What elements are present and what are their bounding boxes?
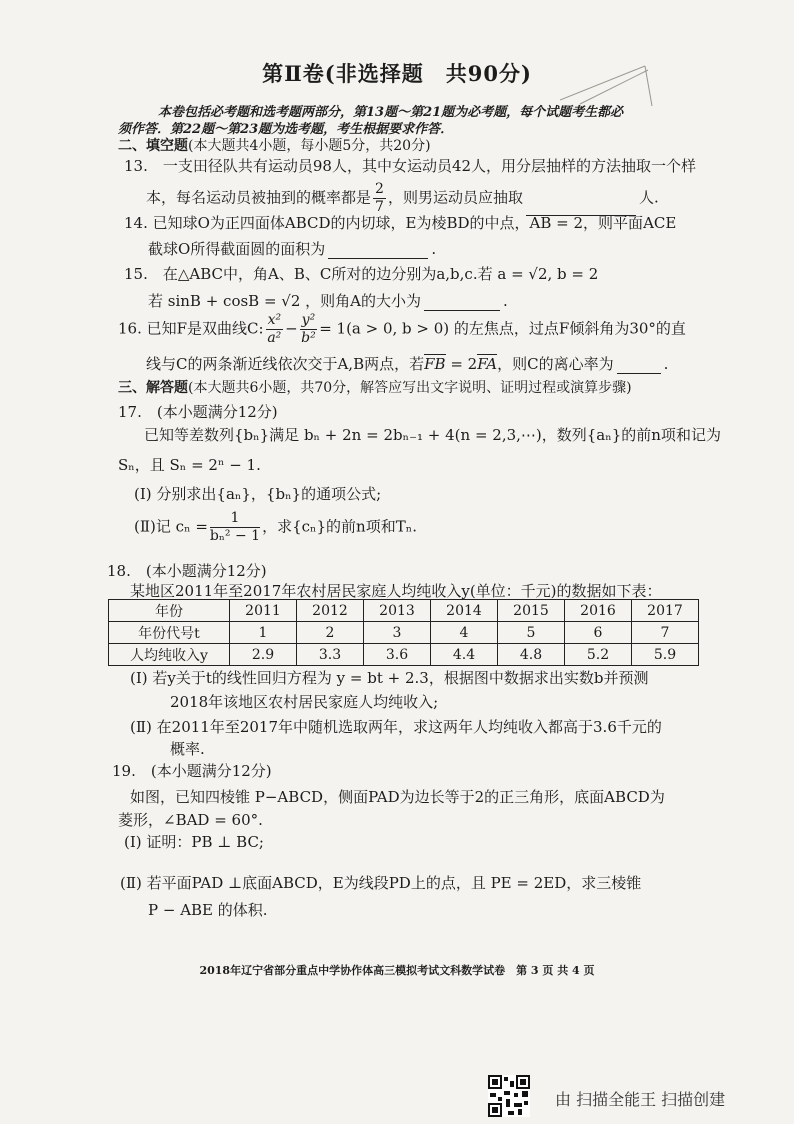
income-table [108,599,699,666]
q17-line-2: Sₙ，且 Sₙ = 2ⁿ − 1. [118,456,261,474]
intro-line-1: 本卷包括必考题和选考题两部分，第13题～第21题为必考题，每个试题考生都必 [158,105,624,120]
q17-head: 17. (本小题满分12分) [118,403,278,421]
q18-part-1-line-1: (Ⅰ) 若y关于t的线性回归方程为 y = bt + 2.3，根据图中数据求出实数b并预测 [130,669,649,687]
section-answer-header [118,377,632,397]
q13-line-1: 13. 一支田径队共有运动员98人，其中女运动员42人，用分层抽样的方法抽取一个样 [124,157,697,175]
scanner-watermark: 由 扫描全能王 扫描创建 [555,1090,726,1109]
q16-answer-blank[interactable] [617,373,661,374]
q18-line-1: 某地区2011年至2017年农村居民家庭人均纯收入y(单位：千元)的数据如下表： [130,582,662,600]
q15-answer-blank[interactable] [424,310,500,311]
section-fill-blank-header [118,135,431,155]
section2-label: 二、填空题 [118,138,188,154]
section2-desc: (本大题共4小题，每小题5分，共20分) [188,138,431,154]
q18-part-1-line-2: 2018年该地区农村居民家庭人均纯收入; [170,693,439,711]
q18-part-2-line-1: (Ⅱ) 在2011年至2017年中随机选取两年，求这两年人均纯收入都高于3.6千元的 [130,718,662,736]
q18-part-2-line-2: 概率. [170,740,205,758]
intro-line-2: 须作答．第22题～第23题为选考题，考生根据要求作答． [118,122,454,137]
q19-part-1: (Ⅰ) 证明：PB ⊥ BC; [124,833,264,851]
section-title: 第Ⅱ卷(非选择题 共90分) [262,61,532,86]
q17-line-1: 已知等差数列{bₙ}满足 bₙ + 2n = 2bₙ₋₁ + 4(n = 2,3,⋯)，数列{aₙ}的前n项和记为 [144,426,721,444]
section3-label: 三、解答题 [118,380,188,396]
q14-answer-blank[interactable] [328,258,428,259]
table-row-year-code: 年份代号t 1 2 3 4 5 6 7 [109,622,699,644]
q14-line-2: 截球O所得截面圆的面积为 . [148,240,437,258]
q16-line-1: 16. 已知F是双曲线C: $\frac{\text{x²}}{\text{a²}}$ − $\frac{\text{y²}}{\text{b²}}$ = 1(a > 0, b > 0) 的左焦点，过点F倾斜角为30°的直 [118,312,686,346]
q19-line-2: 菱形，∠BAD = 60°. [118,811,263,829]
q17-part-1: (Ⅰ) 分别求出{aₙ}，{bₙ}的通项公式; [134,485,382,503]
section3-desc: (本大题共6小题，共70分，解答应写出文字说明、证明过程或演算步骤) [188,380,632,396]
q13-line-2: 本，每名运动员被抽到的概率都是 $\frac{2}{7}$ ，则男运动员应抽取 人. [146,181,659,215]
qr-code-icon [488,1075,530,1117]
q15-line-2: 若 sinB + cosB = √2 ，则角A的大小为 . [148,292,508,310]
q19-part-2-line-2: P − ABE 的体积. [148,901,268,919]
q15-line-1: 15. 在△ABC中，角A、B、C所对的边分别为a,b,c.若 a = √2, b = 2 [124,265,599,283]
q17-part-2: (Ⅱ)记 cₙ = $\frac{1}{\text{bₙ² − 1}}$ ，求{cₙ}的前n项和Tₙ. [134,510,417,544]
q18-head: 18. (本小题满分12分) [107,562,267,580]
page-footer: 2018年辽宁省部分重点中学协作体高三模拟考试文科数学试卷 第 3 页 共 4 页 [199,964,595,977]
table-header-row: 年份 2011 2012 2013 2014 2015 2016 2017 [109,600,699,622]
q14-line-1: 14. 已知球O为正四面体ABCD的内切球，E为棱BD的中点，AB = 2，则平面ACE [124,214,677,232]
table-row-income: 人均纯收入y 2.9 3.3 3.6 4.4 4.8 5.2 5.9 [109,644,699,666]
q13-fraction: $\frac{2}{7}$ [375,181,384,215]
q16-line-2: 线与C的两条渐近线依次交于A,B两点，若FB = 2FA，则C的离心率为 . [146,355,669,373]
q19-line-1: 如图，已知四棱锥 P−ABCD，侧面PAD为边长等于2的正三角形，底面ABCD为 [130,788,665,806]
q17-fraction: $\frac{1}{\text{bₙ² − 1}}$ [209,510,261,544]
q19-part-2-line-1: (Ⅱ) 若平面PAD ⊥底面ABCD，E为线段PD上的点，且 PE = 2ED，求三棱锥 [120,874,642,892]
q16-frac-x: $\frac{\text{x²}}{\text{a²}}$ [267,312,282,346]
q16-frac-y: $\frac{\text{y²}}{\text{b²}}$ [301,312,316,346]
q19-head: 19. (本小题满分12分) [112,762,272,780]
